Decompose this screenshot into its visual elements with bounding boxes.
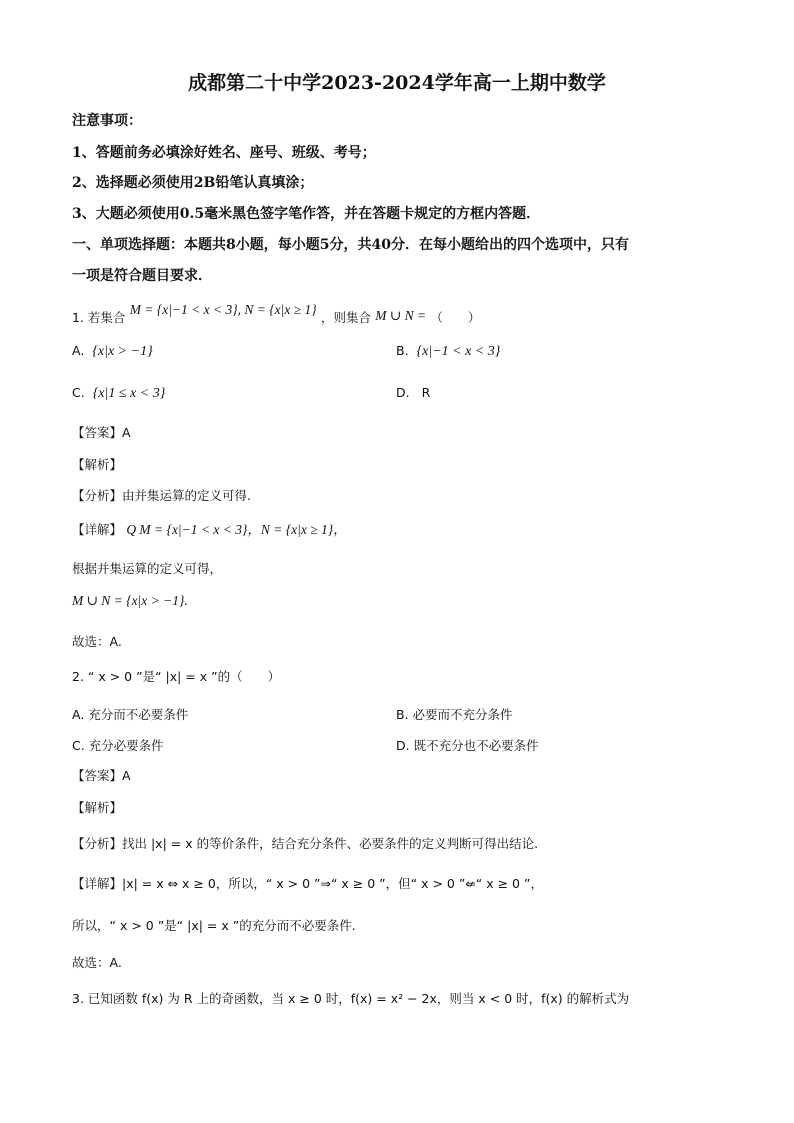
q1-option-a [72,343,153,360]
q1-option-b [396,343,500,360]
section-heading-line-2: 一项是符合题目要求． [72,268,212,284]
q1-choose: 故选：A. [72,634,122,649]
q1-stem-mid: ，则集合 [320,310,371,325]
page-title: 成都第二十中学2023-2024学年高一上期中数学 [188,72,606,94]
q1-detail [72,518,347,538]
q1-option-c-label: C. [72,385,85,400]
q2-option-d: D. 既不充分也不必要条件 [396,738,539,753]
q1-analysis-tag: 【解析】 [72,457,123,472]
q1-detail-prefix: 【详解】 [72,522,123,537]
q1-analysis: 【分析】由并集运算的定义可得. [72,488,251,503]
q1-option-a-math: {x|x > −1} [92,344,153,359]
q2-analysis: 【分析】找出 |x| = x 的等价条件，结合充分条件、必要条件的定义判断可得出结论. [72,836,539,851]
q2-stem: 2. “ x > 0 ”是“ |x| = x ”的（ ） [72,669,281,684]
q2-analysis-tag: 【解析】 [72,800,123,815]
q2-answer: 【答案】A [72,768,131,783]
q1-paren: （ ） [430,310,481,325]
q2-option-b: B. 必要而不充分条件 [396,707,513,722]
q1-detail-3: M ∪ N = {x|x > −1}. [72,593,188,608]
q1-detail-math: Q M = {x|−1 < x < 3}，N = {x|x ≥ 1}， [126,522,347,537]
q1-sets: M = {x|−1 < x < 3}, N = {x|x ≥ 1} [129,302,317,317]
q1-option-c [72,385,165,402]
q1-option-b-label: B. [396,343,409,358]
q1-option-d [396,385,430,400]
q1-option-c-math: {x|1 ≤ x < 3} [92,386,166,401]
notice-heading: 注意事项： [72,113,142,129]
section-heading-line-1: 一、单项选择题：本题共8小题，每小题5分，共40分．在每小题给出的四个选项中，只有 [72,237,629,253]
q1-stem [72,302,481,326]
q1-union: M ∪ N = [375,308,427,323]
q1-option-d-label: D. [396,385,410,400]
q1-answer: 【答案】A [72,425,131,440]
q2-detail-2: 所以，“ x > 0 ”是“ |x| = x ”的充分而不必要条件. [72,918,356,933]
q1-option-a-label: A. [72,343,85,358]
q1-stem-prefix: 1. 若集合 [72,310,126,325]
notice-item-2: 2、选择题必须使用2B铅笔认真填涂； [72,175,314,191]
q3-stem: 3. 已知函数 f(x) 为 R 上的奇函数，当 x ≥ 0 时，f(x) = x² − 2x，则当 x < 0 时，f(x) 的解析式为 [72,991,630,1006]
q2-option-c: C. 充分必要条件 [72,738,164,753]
q2-choose: 故选：A. [72,955,122,970]
q2-option-a: A. 充分而不必要条件 [72,707,189,722]
notice-item-3: 3、大题必须使用0.5毫米黑色签字笔作答，并在答题卡规定的方框内答题． [72,206,541,222]
q2-detail: 【详解】|x| = x ⇔ x ≥ 0，所以，“ x > 0 ”⇒“ x ≥ 0 ”，但“ x > 0 ”⇍“ x ≥ 0 ”， [72,876,543,891]
notice-item-1: 1、答题前务必填涂好姓名、座号、班级、考号； [72,145,376,161]
q1-option-b-math: {x|−1 < x < 3} [416,344,501,359]
q1-option-d-text: R [421,385,431,400]
q1-detail-2: 根据并集运算的定义可得， [72,561,223,576]
